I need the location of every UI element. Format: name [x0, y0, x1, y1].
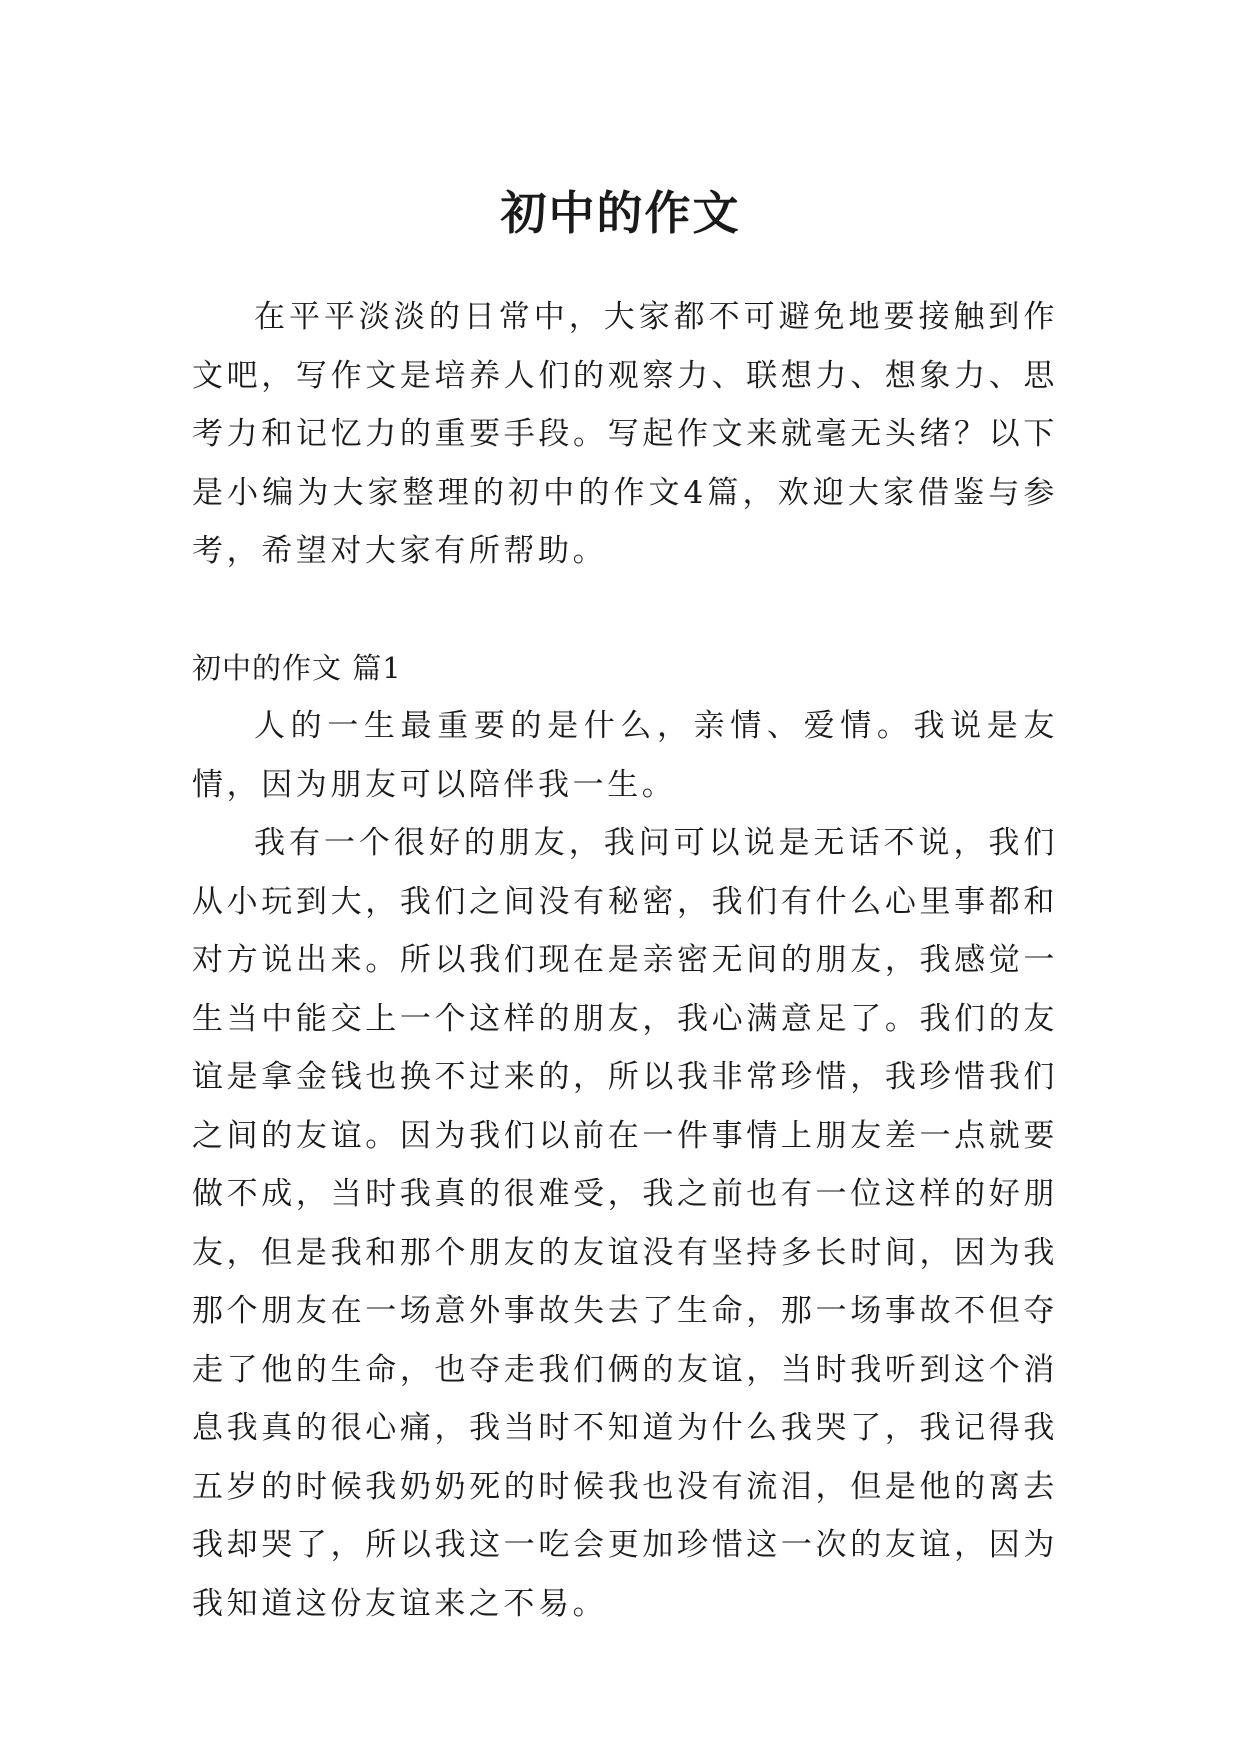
section-heading: 初中的作文 篇1	[192, 650, 402, 685]
body-paragraph: 我有一个很好的朋友，我问可以说是无话不说，我们从小玩到大，我们之间没有秘密，我们有什么心里事都和对方说出来。所以我们现在是亲密无间的朋友，我感觉一生当中能交上一个这样的朋友，我心满意足了。我们的友谊是拿金钱也换不过来的，所以我非常珍惜，我珍惜我们之间的友谊。因为我们以前在一件事情上朋友差一点就要做不成，当时我真的很难受，我之前也有一位这样的好朋友，但是我和那个朋友的友谊没有坚持多长时间，因为我那个朋友在一场意外事故失去了生命，那一场事故不但夺走了他的生命，也夺走我们俩的友谊，当时我听到这个消息我真的很心痛，我当时不知道为什么我哭了，我记得我五岁的时候我奶奶死的时候我也没有流泪，但是他的离去我却哭了，所以我这一吃会更加珍惜这一次的友谊，因为我知道这份友谊来之不易。	[192, 825, 1058, 1622]
document-body	[192, 288, 1058, 1633]
page-title: 初中的作文	[500, 185, 741, 240]
section-1	[192, 639, 1058, 1634]
intro-paragraph: 在平平淡淡的日常中，大家都不可避免地要接触到作文吧，写作文是培养人们的观察力、联想力、想象力、思考力和记忆力的重要手段。写起作文来就毫无头绪？以下是小编为大家整理的初中的作文4篇，欢迎大家借鉴与参考，希望对大家有所帮助。	[192, 299, 1058, 569]
body-paragraph: 人的一生最重要的是什么，亲情、爱情。我说是友情，因为朋友可以陪伴我一生。	[192, 708, 1058, 803]
